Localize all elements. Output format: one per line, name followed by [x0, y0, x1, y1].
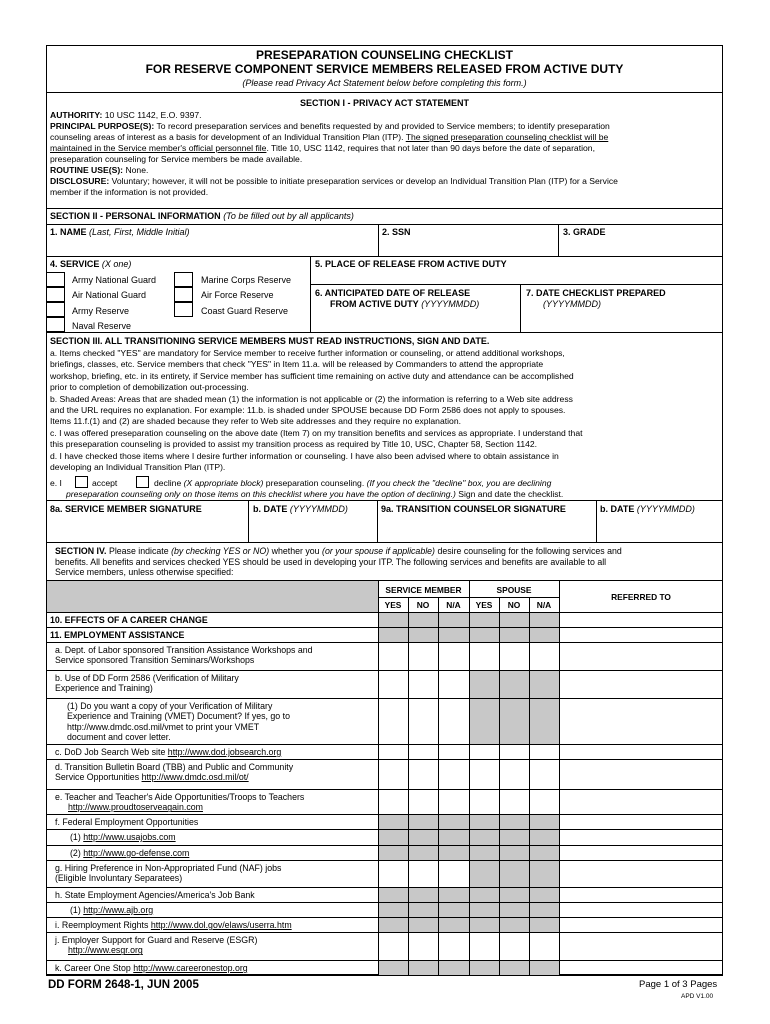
service-option-label: Air Force Reserve [201, 290, 274, 300]
referred-to-field[interactable] [560, 830, 722, 845]
url-link[interactable]: http://www.dod.jobsearch.org [167, 747, 282, 757]
date-prepared-label: 7. DATE CHECKLIST PREPARED [526, 288, 666, 298]
item-label: (1) Do you want a copy of your Verification of Military [67, 701, 273, 711]
column-divider [499, 597, 500, 975]
divider [248, 500, 249, 542]
shaded-cell [409, 903, 438, 917]
shaded-cell [530, 918, 559, 932]
url-link[interactable]: http://www.ajb.org [83, 905, 154, 915]
col-spouse: SPOUSE [496, 585, 532, 595]
item-label: (1) http://www.usajobs.com [70, 832, 176, 842]
army-national-guard-checkbox[interactable] [46, 272, 65, 287]
divider [46, 332, 723, 333]
referred-to-field[interactable] [560, 643, 722, 670]
col-referred-to: REFERRED TO [611, 592, 671, 602]
referred-to-field[interactable] [560, 745, 722, 759]
answer-checkbox[interactable] [439, 790, 469, 814]
shaded-cell [409, 918, 438, 932]
service-option-label: Army Reserve [72, 306, 130, 316]
answer-checkbox[interactable] [470, 745, 499, 759]
shaded-cell [470, 830, 499, 845]
answer-checkbox[interactable] [500, 790, 529, 814]
item-e-prefix: e. I [50, 478, 62, 488]
item-label: Experience and Training (VMET) Document? If yes, go to [67, 711, 290, 722]
url-link[interactable]: http://www.proudtoserveagain.com [68, 802, 203, 813]
answer-checkbox[interactable] [439, 760, 469, 789]
item-label: f. Federal Employment Opportunities [55, 817, 199, 827]
ssn-field[interactable] [380, 240, 556, 254]
url-link[interactable]: http://www.dol.gov/elaws/userra.htm [150, 920, 292, 930]
answer-checkbox[interactable] [530, 790, 559, 814]
shaded-cell [439, 961, 469, 975]
decline-checkbox[interactable] [136, 476, 149, 488]
divider [377, 500, 378, 542]
item-e-text-2: preseparation counseling only on those items on this checklist where you have the option of declining.) Sign and date the checklist. [66, 489, 564, 499]
table-header-shade [47, 581, 378, 612]
divider [378, 224, 379, 256]
answer-checkbox[interactable] [379, 643, 408, 670]
answer-checkbox[interactable] [470, 760, 499, 789]
release-date-label: 6. ANTICIPATED DATE OF RELEASE [315, 288, 471, 298]
item-label: document and cover letter. [67, 731, 171, 742]
item-label: b. Use of DD Form 2586 (Verification of Military [55, 673, 239, 683]
shaded-cell [500, 830, 529, 845]
shaded-cell [470, 861, 499, 887]
url-link[interactable]: http://www.careeronestop.org [133, 963, 248, 973]
name-label: 1. NAME (Last, First, Middle Initial) [50, 227, 190, 237]
divider [46, 256, 723, 257]
item-label: (1) http://www.ajb.org [70, 905, 154, 915]
shaded-cell [439, 918, 469, 932]
answer-checkbox[interactable] [500, 745, 529, 759]
referred-to-field[interactable] [560, 903, 722, 917]
column-divider [469, 580, 470, 975]
shaded-cell [470, 699, 499, 744]
shaded-cell [470, 846, 499, 860]
answer-checkbox[interactable] [409, 790, 438, 814]
url-link[interactable]: http://www.esgr.org [68, 945, 143, 956]
item-label: e. Teacher and Teacher's Aide Opportunities/Troops to Teachers [55, 792, 305, 802]
shaded-cell [409, 846, 438, 860]
col-service-member: SERVICE MEMBER [385, 585, 462, 595]
row-divider [46, 612, 723, 613]
referred-to-field[interactable] [560, 933, 722, 960]
form-note: (Please read Privacy Act Statement below before completing this form.) [242, 78, 527, 88]
item-label: Service Opportunities http://www.dmdc.osd.mil/ot/ [55, 772, 249, 783]
counselor-signature-field[interactable] [379, 516, 594, 540]
answer-checkbox[interactable] [439, 643, 469, 670]
item-label: i. Reemployment Rights http://www.dol.gov/elaws/userra.htm [55, 920, 292, 930]
service-option-label: Coast Guard Reserve [201, 306, 289, 316]
col-yes: YES [475, 600, 493, 610]
shaded-cell [470, 671, 499, 698]
answer-checkbox[interactable] [409, 861, 438, 887]
shaded-cell [500, 903, 529, 917]
section3-heading: SECTION III. ALL TRANSITIONING SERVICE MEMBERS MUST READ INSTRUCTIONS, SIGN AND DATE. [50, 336, 490, 346]
answer-checkbox[interactable] [409, 745, 438, 759]
service-label: 4. SERVICE (X one) [50, 259, 132, 269]
accept-checkbox[interactable] [75, 476, 88, 488]
shaded-cell [439, 903, 469, 917]
referred-to-field[interactable] [560, 790, 722, 814]
version-tag: APD V1.00 [681, 993, 714, 1000]
shaded-cell [379, 961, 408, 975]
answer-checkbox[interactable] [379, 699, 408, 744]
shaded-cell [500, 861, 529, 887]
shaded-cell [500, 699, 529, 744]
shaded-cell [470, 918, 499, 932]
naval-reserve-checkbox[interactable] [46, 317, 65, 332]
answer-checkbox[interactable] [530, 643, 559, 670]
counselor-date-label: b. DATE (YYYYMMDD) [600, 504, 695, 514]
item-label: Experience and Training) [55, 683, 153, 694]
privacy-act-text: AUTHORITY: 10 USC 1142, E.O. 9397. PRINCIPAL PURPOSE(S): To record preseparation services and benefits requested by and provided to Service members; to identify preseparation counseling areas of interest as a basis for development of an Individual Transition Plan (ITP). The signed preseparation counseling checklist will be maintained in the Service member's official personnel file. Title 10, USC 1142, requires that not later than 90 days before the date of separation, preseparation counseling for Service members be made available. ROUTINE USE(S): None. DISCLOSURE: Voluntary; however, it will not be possible to initiate preseparation services or develop an Individual Transition Plan (ITP) for a Service member if the information is not provided. [50, 110, 618, 197]
item-label: c. DoD Job Search Web site http://www.dod.jobsearch.org [55, 747, 282, 757]
item-label: (2) http://www.go-defense.com [70, 848, 190, 858]
referred-to-field[interactable] [560, 961, 722, 975]
answer-checkbox[interactable] [379, 933, 408, 960]
form-id: DD FORM 2648-1, JUN 2005 [48, 979, 199, 991]
shaded-cell [530, 903, 559, 917]
member-date-field[interactable] [250, 516, 375, 540]
shaded-cell [379, 918, 408, 932]
service-option-label: Naval Reserve [72, 321, 132, 331]
service-option-label: Army National Guard [72, 275, 157, 285]
marine-corps-reserve-checkbox[interactable] [174, 272, 193, 287]
divider [310, 256, 311, 332]
coast-guard-reserve-checkbox[interactable] [174, 302, 193, 317]
divider [310, 284, 723, 285]
row-divider [46, 975, 723, 976]
section2-heading: SECTION II - PERSONAL INFORMATION (To be filled out by all applicants) [50, 211, 354, 221]
shaded-cell [500, 961, 529, 975]
answer-checkbox[interactable] [409, 699, 438, 744]
counselor-signature-label: 9a. TRANSITION COUNSELOR SIGNATURE [381, 504, 566, 514]
member-date-label: b. DATE (YYYYMMDD) [253, 504, 348, 514]
col-yes: YES [384, 600, 402, 610]
shaded-cell [439, 846, 469, 860]
divider [46, 208, 723, 209]
divider [46, 224, 723, 225]
item-label: j. Employer Support for Guard and Reserve (ESGR) [55, 935, 258, 945]
column-divider [438, 597, 439, 975]
place-of-release-label: 5. PLACE OF RELEASE FROM ACTIVE DUTY [315, 259, 507, 269]
answer-checkbox[interactable] [439, 933, 469, 960]
answer-checkbox[interactable] [379, 790, 408, 814]
place-of-release-field[interactable] [312, 270, 720, 283]
answer-checkbox[interactable] [379, 745, 408, 759]
item-label: h. State Employment Agencies/America's Job Bank [55, 890, 255, 900]
ssn-label: 2. SSN [382, 227, 411, 237]
answer-checkbox[interactable] [379, 760, 408, 789]
answer-checkbox[interactable] [530, 745, 559, 759]
answer-checkbox[interactable] [470, 933, 499, 960]
air-force-reserve-checkbox[interactable] [174, 287, 193, 302]
referred-to-field[interactable] [560, 888, 722, 902]
answer-checkbox[interactable] [439, 671, 469, 698]
url-link[interactable]: http://www.go-defense.com [83, 848, 190, 858]
shaded-cell [470, 961, 499, 975]
section3-instructions: a. Items checked "YES" are mandatory for Service member to receive further information or counseling, or attend additional workshops, briefings, classes, etc. Service members that check "YES" in Item 11.a. will be released by Commanders to attend the appropriate workshop, briefing, etc. in its entirety, if Service member has sufficient time remaining on active duty and attendance can be accomplished prior to completion of demobilization out-processing. b. Shaded Areas: Areas that are shaded mean (1) the information is not applicable or (2) the information is referring to a Web site address and the URL requires no explanation. For example: 11.b. is shaded under SPOUSE because DD Form 2586 does not apply to spouses. Items 11.f.(1) and (2) are shaded because they refer to Web site addresses and they require no explanation. c. I was offered preseparation counseling on the above date (Item 7) on my transition benefits and services as appropriate. I understand that this preseparation counseling is provided to assist my transition process as required by Title 10, USC, Chapter 58, Section 1142. d. I have checked those items where I desire further information or counseling. I have also been advised where to obtain assistance in developing an Individual Transition Plan (ITP). [50, 348, 583, 473]
grade-label: 3. GRADE [563, 227, 606, 237]
referred-to-field[interactable] [560, 699, 722, 744]
item-label: http://www.dmdc.osd.mil/vmet to print your VMET [67, 721, 260, 732]
service-option-label: Marine Corps Reserve [201, 275, 292, 285]
section1-heading: SECTION I - PRIVACY ACT STATEMENT [299, 98, 469, 108]
shaded-cell [470, 903, 499, 917]
shaded-cell [530, 846, 559, 860]
shaded-cell [409, 961, 438, 975]
referred-to-field[interactable] [560, 760, 722, 789]
shaded-cell [530, 861, 559, 887]
answer-checkbox[interactable] [379, 861, 408, 887]
item-label: a. Dept. of Labor sponsored Transition Assistance Workshops and [55, 645, 313, 655]
answer-checkbox[interactable] [470, 790, 499, 814]
referred-to-field[interactable] [560, 815, 722, 829]
answer-checkbox[interactable] [470, 643, 499, 670]
section4-intro: SECTION IV. Please indicate (by checking YES or NO) whether you (or your spouse if applicable) desire counseling for the following services and benefits. All benefits and services checked YES should be used in developing your ITP. The following services and benefits are available to all Service members, unless otherwise specified: [55, 546, 622, 577]
item-label: Service sponsored Transition Seminars/Workshops [55, 655, 255, 666]
answer-checkbox[interactable] [439, 699, 469, 744]
shaded-cell [530, 699, 559, 744]
item-label: 11. EMPLOYMENT ASSISTANCE [50, 630, 185, 640]
date-prepared-note: (YYYYMMDD) [543, 299, 601, 309]
accept-label: accept [92, 478, 118, 488]
col-na: N/A [446, 600, 461, 610]
item-label: (Eligible Involuntary Separatees) [55, 873, 183, 884]
answer-checkbox[interactable] [379, 671, 408, 698]
shaded-cell [379, 903, 408, 917]
answer-checkbox[interactable] [409, 643, 438, 670]
shaded-cell [530, 671, 559, 698]
name-field[interactable] [47, 240, 377, 254]
shaded-cell [500, 846, 529, 860]
page-number: Page 1 of 3 Pages [639, 979, 718, 990]
form-title-line1: PRESEPARATION COUNSELING CHECKLIST [256, 48, 513, 62]
release-date-label-2: FROM ACTIVE DUTY (YYYYMMDD) [330, 299, 480, 309]
answer-checkbox[interactable] [530, 933, 559, 960]
referred-to-field[interactable] [560, 846, 722, 860]
column-divider [529, 597, 530, 975]
shaded-cell [500, 671, 529, 698]
shaded-cell [530, 961, 559, 975]
col-na: N/A [536, 600, 552, 610]
answer-checkbox[interactable] [500, 760, 529, 789]
shaded-cell [439, 830, 469, 845]
col-no: NO [416, 600, 430, 610]
item-label: d. Transition Bulletin Board (TBB) and Public and Community [55, 762, 294, 772]
answer-checkbox[interactable] [409, 671, 438, 698]
shaded-cell [379, 830, 408, 845]
shaded-cell [500, 918, 529, 932]
counselor-date-field[interactable] [598, 516, 720, 540]
divider [596, 500, 597, 542]
referred-to-field[interactable] [560, 918, 722, 932]
answer-checkbox[interactable] [409, 760, 438, 789]
form-title-line2: FOR RESERVE COMPONENT SERVICE MEMBERS RELEASED FROM ACTIVE DUTY [145, 62, 624, 76]
url-link[interactable]: http://www.usajobs.com [83, 832, 176, 842]
air-national-guard-checkbox[interactable] [46, 287, 65, 302]
divider [46, 92, 723, 93]
item-e-text: decline (X appropriate block) preseparation counseling. (If you check the "decline" box, you are declining [154, 478, 552, 488]
column-divider [408, 597, 409, 975]
army-reserve-checkbox[interactable] [46, 302, 65, 317]
item-label: 10. EFFECTS OF A CAREER CHANGE [50, 615, 208, 625]
item-label: g. Hiring Preference in Non-Appropriated Fund (NAF) jobs [55, 863, 282, 873]
divider [46, 500, 723, 501]
date-prepared-field[interactable] [522, 312, 720, 330]
shaded-cell [379, 846, 408, 860]
answer-checkbox[interactable] [439, 745, 469, 759]
answer-checkbox[interactable] [439, 861, 469, 887]
release-date-field[interactable] [312, 312, 517, 330]
shaded-cell [530, 830, 559, 845]
member-signature-field[interactable] [48, 516, 246, 540]
url-link[interactable]: http://www.dmdc.osd.mil/ot/ [141, 772, 249, 783]
item-label: k. Career One Stop http://www.careeronestop.org [55, 963, 248, 973]
divider [558, 224, 559, 256]
divider [46, 542, 723, 543]
member-signature-label: 8a. SERVICE MEMBER SIGNATURE [50, 504, 202, 514]
service-option-label: Air National Guard [72, 290, 147, 300]
answer-checkbox[interactable] [409, 933, 438, 960]
column-divider [559, 580, 560, 975]
referred-to-field[interactable] [560, 671, 722, 698]
answer-checkbox[interactable] [500, 933, 529, 960]
answer-checkbox[interactable] [500, 643, 529, 670]
referred-to-field[interactable] [560, 861, 722, 887]
shaded-cell [409, 830, 438, 845]
answer-checkbox[interactable] [530, 760, 559, 789]
col-no: NO [507, 600, 521, 610]
divider [520, 284, 521, 332]
grade-field[interactable] [560, 240, 720, 254]
